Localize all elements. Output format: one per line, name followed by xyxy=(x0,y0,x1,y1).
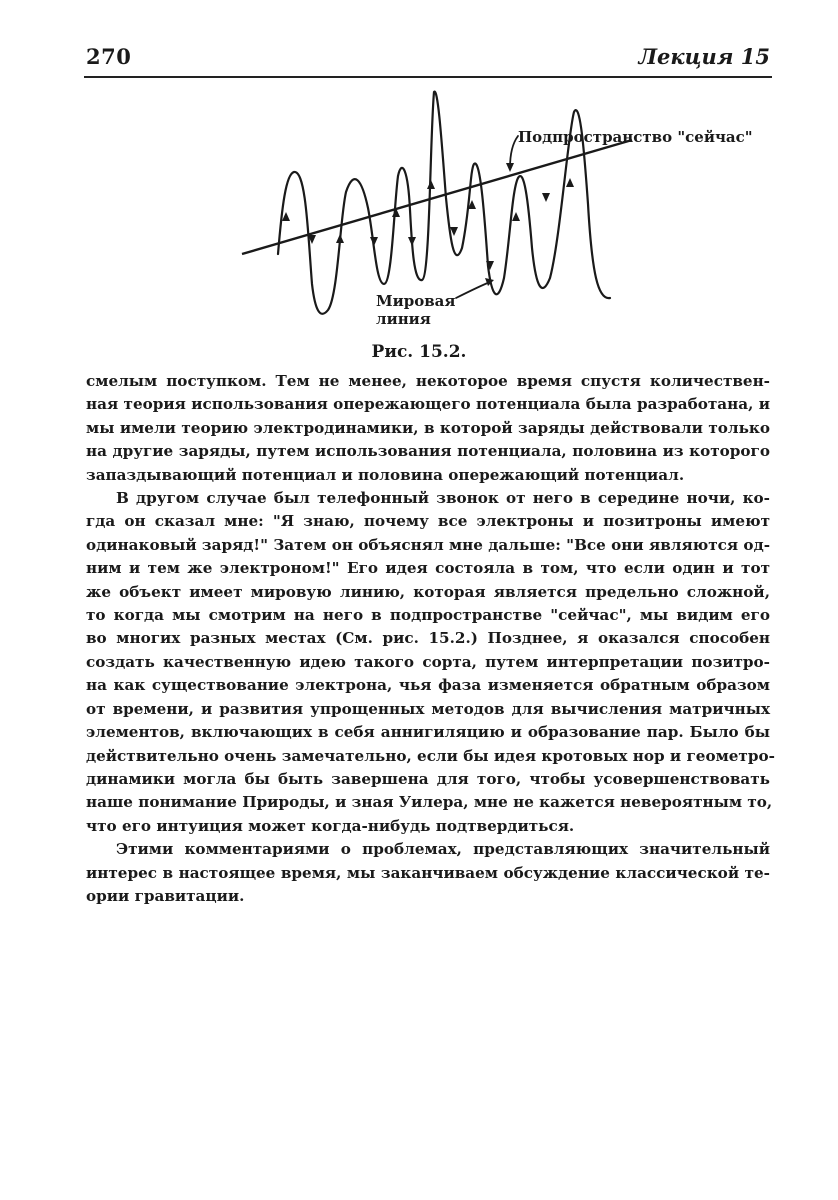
worldline-diagram xyxy=(228,84,780,332)
text-line: ним и тем же электроном!" Его идея состояла в том, что если один и тот xyxy=(86,559,770,578)
paragraph-3 xyxy=(86,838,770,908)
arrowhead-7 xyxy=(427,180,435,189)
page-number: 270 xyxy=(86,44,132,69)
worldline-pointer xyxy=(456,282,490,298)
text-line: Этими комментариями о проблемах, представляющих значительный xyxy=(116,840,770,859)
text-line: же объект имеет мировую линию, которая является предельно сложной, xyxy=(86,582,770,601)
arrowhead-11 xyxy=(512,212,520,221)
arrowhead-1 xyxy=(282,212,290,221)
text-line: гда он сказал мне: "Я знаю, почему все электроны и позитроны имеют xyxy=(86,512,770,531)
text-line: запаздывающий потенциал и половина опережающий потенциал. xyxy=(86,465,685,484)
text-line: действительно очень замечательно, если бы идея кротовых нор и геометро- xyxy=(86,746,775,765)
text-line: смелым поступком. Тем не менее, некоторое время спустя количествен- xyxy=(86,372,770,390)
text-line: В другом случае был телефонный звонок от него в середине ночи, ко- xyxy=(116,489,770,508)
text-line: то когда мы смотрим на него в подпространстве "сейчас", мы видим его xyxy=(86,606,770,625)
text-line: ории гравитации. xyxy=(86,886,245,905)
text-line: от времени, и развития упрощенных методов для вычисления матричных xyxy=(86,699,770,718)
arrowhead-4 xyxy=(370,237,378,246)
worldline-pointer-head xyxy=(485,278,494,286)
arrowhead-12 xyxy=(542,193,550,202)
running-head: Лекция 15 xyxy=(638,44,770,69)
text-line: наше понимание Природы, и зная Уилера, мне не кажется невероятным то, xyxy=(86,793,773,812)
arrowhead-3 xyxy=(336,234,344,243)
worldline-label-1: Мировая xyxy=(376,292,456,310)
arrowhead-13 xyxy=(566,178,574,187)
text-line: элементов, включающих в себя аннигиляцию и образование пар. Было бы xyxy=(86,723,770,742)
worldline-label-2: линия xyxy=(376,310,431,328)
header-rule xyxy=(84,76,772,78)
now-subspace-line xyxy=(242,140,632,254)
text-line: создать качественную идею такого сорта, путем интерпретации позитро- xyxy=(86,652,770,671)
text-line: ная теория использования опережающего потенциала была разработана, и xyxy=(86,395,770,414)
figure-caption: Рис. 15.2. xyxy=(371,342,467,362)
subspace-pointer-head xyxy=(506,163,514,172)
text-line: интерес в настоящее время, мы заканчиваем обсуждение классической те- xyxy=(86,863,770,882)
text-line: динамики могла бы быть завершена для того, чтобы усовершенствовать xyxy=(86,769,770,788)
arrowhead-6 xyxy=(408,237,416,246)
figure xyxy=(228,84,780,332)
paragraph-1 xyxy=(86,370,770,487)
text-line: что его интуиция может когда-нибудь подтвердиться. xyxy=(86,816,575,835)
body-text xyxy=(86,370,775,908)
text-line: мы имели теорию электродинамики, в которой заряды действовали только xyxy=(86,418,770,437)
text-line: одинаковый заряд!" Затем он объяснял мне дальше: "Все они являются од- xyxy=(86,535,770,554)
subspace-label: Подпространство "сейчас" xyxy=(518,128,753,146)
text-line: во многих разных местах (См. рис. 15.2.) Позднее, я оказался способен xyxy=(86,629,770,648)
world-line-path xyxy=(278,92,610,314)
paragraph-2 xyxy=(86,487,775,838)
text-line: на другие заряды, путем использования потенциала, половина из которого xyxy=(86,442,770,461)
text-line: на как существование электрона, чья фаза изменяется обратным образом xyxy=(86,676,770,695)
